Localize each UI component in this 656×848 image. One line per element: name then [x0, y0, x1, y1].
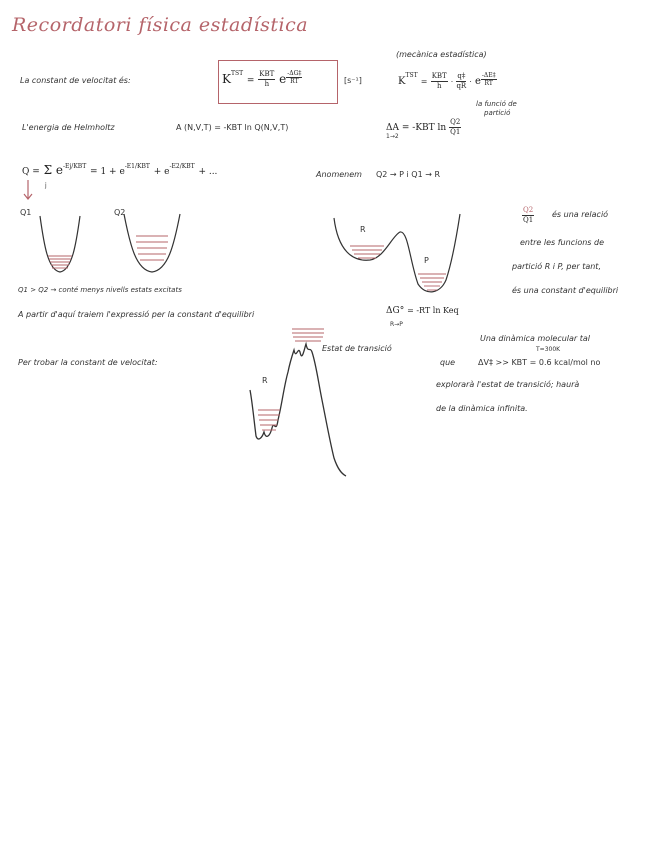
- double-well-r-p: [334, 214, 460, 292]
- ratio-note-line1: és una relació: [552, 210, 609, 219]
- helmholtz-formula: A (N,V,T) = -KBT ln Q(N,V,T): [176, 123, 289, 132]
- equals-sign: =: [246, 76, 255, 86]
- stat-mech-header: (mecànica estadística): [396, 50, 487, 59]
- sum-subscript: j: [45, 182, 47, 189]
- transition-state-label: Estat de transició: [322, 344, 392, 353]
- ratio-note-line2: entre les funcions de: [520, 238, 604, 247]
- k-superscript: TST: [230, 70, 244, 77]
- dynamics-line1: Una dinàmica molecular tal: [480, 334, 591, 343]
- stat-mech-formula: $K^{TST}$ = $\frac{\text{KBT}}{h}$ · $\frac{q\ddagger}{qR}$ · e $\frac{-\Delta E\ddagger}{RT}$: [398, 72, 496, 90]
- wells-comparison: Q1 > Q2 → conté menys nivells estats excitats: [18, 286, 182, 294]
- dynamics-line2a: que: [440, 358, 456, 367]
- rate-unit: [s⁻¹]: [344, 76, 362, 85]
- helmholtz-label: L'energia de Helmholtz: [22, 123, 115, 132]
- ratio-note-line4: és una constant d'equilibri: [512, 286, 619, 295]
- dynamics-line2b: ΔV‡ >> KBT = 0.6 kcal/mol no: [478, 358, 601, 367]
- ratio-note-line3: partició R i P, per tant,: [512, 262, 601, 271]
- transition-state-curve: [250, 329, 346, 476]
- rate-section-label: Per trobar la constant de velocitat:: [18, 358, 158, 367]
- partition-function: Q = Σ $e^{-Ej/KBT} = 1 + e^{-E1/KBT} + e^{-E2/KBT}$ + ...: [22, 163, 218, 177]
- rate-r-label: R: [262, 376, 268, 385]
- equilibrium-text: A partir d'aquí traiem l'expressió per la constant d'equilibri: [18, 310, 255, 319]
- exp-base: e: [279, 72, 287, 86]
- delta-g-formula: ΔG° = -RT ln Keq: [386, 306, 459, 316]
- partition-note-1: la funció de: [476, 100, 517, 108]
- q1-label: Q1: [20, 208, 32, 217]
- delta-a-subscript: 1→2: [386, 133, 399, 140]
- down-arrow-icon: [24, 180, 32, 199]
- kbt-over-h: $\frac{\text{KBT}}{h}$: [259, 70, 275, 88]
- well-r-label: R: [360, 225, 366, 234]
- k-symbol: K: [222, 72, 231, 86]
- partition-note-2: partició: [484, 109, 511, 117]
- q2-label: Q2: [114, 208, 126, 217]
- exponent-fraction: $\frac{-\Delta G\ddagger}{RT}$: [287, 70, 302, 85]
- delta-a-formula: ΔA = -KBT ln $\frac{Q2}{Q1}$: [386, 118, 461, 136]
- anomenem-label: Anomenem: [316, 170, 362, 179]
- dynamics-line4: de la dinàmica infinita.: [436, 404, 528, 413]
- dynamics-temp: T=300K: [536, 346, 561, 353]
- rate-constant-label: La constant de velocitat és:: [20, 76, 131, 85]
- dynamics-line3: explorarà l'estat de transició; haurà: [436, 380, 580, 389]
- delta-g-subscript: R→P: [390, 321, 403, 328]
- state-mapping: Q2 → P i Q1 → R: [376, 170, 441, 179]
- page-title: Recordatori física estadística: [12, 14, 309, 36]
- well-q2: [124, 214, 180, 272]
- well-q1: [40, 216, 80, 272]
- well-p-label: P: [424, 256, 429, 265]
- ratio-fraction: $\frac{Q2}{Q1}$: [523, 206, 534, 224]
